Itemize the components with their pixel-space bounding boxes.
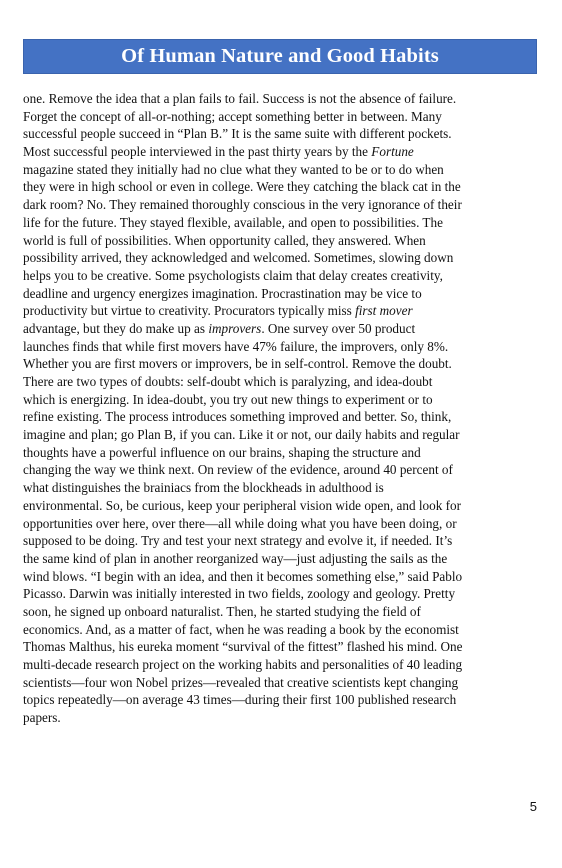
page-number: 5 bbox=[529, 799, 537, 814]
text-line bbox=[23, 550, 541, 568]
text-line bbox=[23, 691, 541, 709]
text-line bbox=[23, 674, 541, 692]
text-run: world is full of possibilities. When opportunity called, they answered. When bbox=[23, 232, 426, 248]
text-line bbox=[23, 479, 541, 497]
text-run: environmental. So, be curious, keep your peripheral vision wide open, and look for bbox=[23, 497, 462, 513]
text-line bbox=[23, 585, 541, 603]
text-line bbox=[23, 656, 541, 674]
text-line bbox=[23, 497, 541, 515]
text-line bbox=[23, 302, 541, 320]
text-run: dark room? No. They remained thoroughly conscious in the very ignorance of their bbox=[23, 197, 462, 213]
text-run: advantage, but they do make up as bbox=[23, 320, 209, 336]
text-line bbox=[23, 125, 541, 143]
text-run: opportunities over here, over there—all while doing what you have been doing, or bbox=[23, 515, 457, 531]
text-run: helps you to be creative. Some psychologists claim that delay creates creativity, bbox=[23, 267, 443, 283]
text-run: what distinguishes the brainiacs from the blockheads in adulthood is bbox=[23, 480, 384, 496]
text-run: productivity but virtue to creativity. Procurators typically miss bbox=[23, 303, 356, 319]
text-run: magazine stated they initially had no clue what they wanted to be or to do when bbox=[23, 161, 444, 177]
text-line bbox=[23, 461, 541, 479]
text-line bbox=[23, 568, 541, 586]
text-run: which is energizing. In idea-doubt, you try out new things to experiment or to bbox=[23, 391, 433, 407]
text-line bbox=[23, 338, 541, 356]
text-line bbox=[23, 90, 541, 108]
chapter-title: Of Human Nature and Good Habits bbox=[121, 45, 439, 67]
text-run: one. Remove the idea that a plan fails to fail. Success is not the absence of failure. bbox=[23, 91, 457, 106]
text-line bbox=[23, 143, 541, 161]
italic-text: improvers bbox=[208, 320, 262, 336]
text-line bbox=[23, 108, 541, 126]
text-line bbox=[23, 320, 541, 338]
text-run: Most successful people interviewed in the past thirty years by the bbox=[23, 144, 372, 160]
chapter-header-bar bbox=[23, 39, 537, 74]
italic-text: Fortune bbox=[371, 144, 414, 160]
text-run: papers. bbox=[23, 710, 61, 726]
text-run: life for the future. They stayed flexible, available, and open to possibilities. The bbox=[23, 214, 443, 230]
text-line bbox=[23, 532, 541, 550]
text-run: Whether you are first movers or improvers, be in self-control. Remove the doubt. bbox=[23, 356, 452, 372]
text-line bbox=[23, 285, 541, 303]
text-run: deadline and urgency energizes imagination. Procrastination may be vice to bbox=[23, 285, 422, 301]
text-run: topics repeatedly—on average 43 times—during their first 100 published research bbox=[23, 692, 457, 708]
text-line bbox=[23, 391, 541, 409]
italic-text: first mover bbox=[355, 303, 413, 319]
text-run: refine existing. The process introduces something improved and better. So, think, bbox=[23, 409, 452, 425]
text-line bbox=[23, 444, 541, 462]
text-run: possibility arrived, they acknowledged and welcomed. Sometimes, slowing down bbox=[23, 250, 454, 266]
text-line bbox=[23, 603, 541, 621]
text-line bbox=[23, 161, 541, 179]
text-line bbox=[23, 408, 541, 426]
text-run: thoughts have a powerful influence on our brains, shaping the structure and bbox=[23, 444, 421, 460]
text-run: successful people succeed in “Plan B.” It is the same suite with different pockets. bbox=[23, 126, 452, 142]
text-line bbox=[23, 515, 541, 533]
text-line bbox=[23, 267, 541, 285]
text-line bbox=[23, 621, 541, 639]
text-line bbox=[23, 638, 541, 656]
text-line bbox=[23, 709, 541, 727]
text-run: launches finds that while first movers have 47% failure, the improvers, only 8%. bbox=[23, 338, 449, 354]
text-run: multi-decade research project on the working habits and personalities of 40 leading bbox=[23, 657, 463, 672]
text-run: Picasso. Darwin was initially interested in two fields, zoology and geology. Pretty bbox=[23, 586, 456, 602]
text-line bbox=[23, 373, 541, 391]
text-line bbox=[23, 214, 541, 232]
text-line bbox=[23, 196, 541, 214]
text-run: scientists—four won Nobel prizes—revealed that creative scientists kept changing bbox=[23, 674, 459, 690]
text-line bbox=[23, 426, 541, 444]
text-line bbox=[23, 249, 541, 267]
text-run: economics. And, as a matter of fact, when he was reading a book by the economist bbox=[23, 621, 459, 637]
body-paragraph bbox=[23, 90, 541, 727]
text-run: supposed to be doing. Try and test your next strategy and evolve it, if needed. It’s bbox=[23, 533, 453, 549]
text-run: . One survey over 50 product bbox=[261, 320, 416, 336]
text-run: wind blows. “I begin with an idea, and then it becomes something else,” said Pablo bbox=[23, 568, 463, 584]
text-line bbox=[23, 232, 541, 250]
text-run: they were in high school or even in college. Were they catching the black cat in the bbox=[23, 179, 461, 195]
text-run: There are two types of doubts: self-doubt which is paralyzing, and idea-doubt bbox=[23, 374, 433, 389]
text-run: the same kind of plan in another reorganized way—just adjusting the sails as the bbox=[23, 550, 448, 566]
text-run: Thomas Malthus, his eureka moment “survival of the fittest” flashed his mind. One bbox=[23, 639, 463, 655]
text-run: soon, he signed up onboard naturalist. Then, he started studying the field of bbox=[23, 603, 421, 619]
text-run: imagine and plan; go Plan B, if you can. Like it or not, our daily habits and regular bbox=[23, 427, 460, 443]
text-run: changing the way we think next. On review of the evidence, around 40 percent of bbox=[23, 462, 453, 478]
text-line bbox=[23, 178, 541, 196]
text-line bbox=[23, 355, 541, 373]
text-run: Forget the concept of all-or-nothing; accept something better in between. Many bbox=[23, 108, 442, 124]
